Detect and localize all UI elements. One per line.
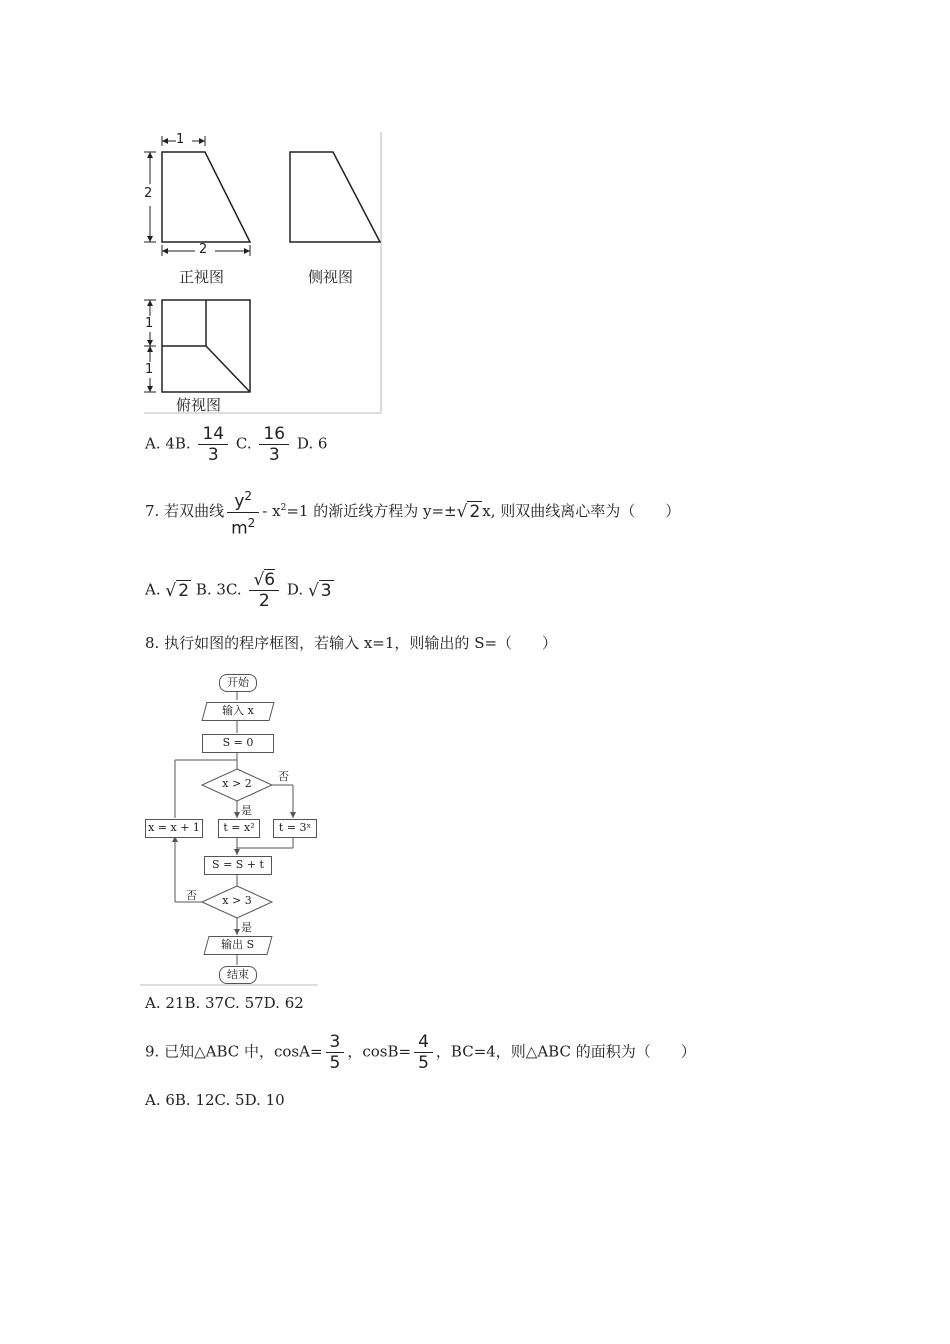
- flow-t-square: t = x²: [218, 819, 260, 838]
- flow-cond1: x > 2: [222, 777, 252, 790]
- q6-option-d: D. 6: [296, 434, 328, 453]
- q7-options: A. √ 2 B. 3C. $\frac{√6}{2}$ D. √ 3: [145, 570, 332, 611]
- q6-option-ab: A. 4B.: [145, 434, 191, 453]
- q6-options: [145, 424, 327, 465]
- q8-options: A. 21B. 37C. 57D. 62: [145, 994, 304, 1012]
- top-dim-1: 1: [145, 316, 154, 331]
- three-view-figure: [140, 132, 385, 414]
- flow-no2: 否: [186, 889, 197, 902]
- q6-option-c: C.: [235, 434, 252, 453]
- q9-stem: 9. 已知△ABC 中，cosA= $\frac{3}{5}$ ，cosB= $\frac{4}{5}$ ，BC=4，则△ABC 的面积为（ ）: [145, 1032, 696, 1073]
- flow-end: 结束: [219, 966, 257, 984]
- flow-input: 输入 x: [201, 702, 274, 721]
- q7-option-c-fraction: $\frac{√6}{2}$: [249, 570, 279, 611]
- front-view-label: 正视图: [179, 268, 225, 286]
- side-view-shape: [290, 152, 380, 242]
- top-view-label: 俯视图: [176, 396, 222, 414]
- front-dim-top: 1: [176, 132, 185, 147]
- q7-option-a-sqrt: √ 2: [165, 580, 190, 601]
- flow-increment: x = x + 1: [145, 819, 203, 838]
- top-dim-2: 1: [145, 362, 154, 377]
- flow-yes2: 是: [241, 921, 252, 934]
- flow-cond2: x > 3: [222, 894, 252, 907]
- flow-accumulate: S = S + t: [204, 856, 272, 875]
- q7-stem: 7. 若双曲线 $\frac{y^2}{m^2}$ - $x^2=1$ 的渐近线方程为 y=±√ 2 x, 则双曲线离心率为（ ）: [145, 486, 680, 538]
- front-dim-left: 2: [144, 186, 153, 201]
- flow-start: 开始: [219, 674, 257, 692]
- q6-option-c-fraction: $\frac{16}{3}$: [259, 424, 289, 465]
- flowchart: [140, 668, 320, 986]
- flow-no1: 否: [278, 770, 289, 783]
- flow-init: S = 0: [202, 734, 274, 753]
- flow-yes1: 是: [241, 804, 252, 817]
- q7-option-d-sqrt: √ 3: [307, 580, 332, 601]
- q8-stem: 8. 执行如图的程序框图，若输入 x=1，则输出的 S=（ ）: [145, 634, 558, 652]
- flow-output: 输出 S: [203, 936, 272, 955]
- side-view-label: 侧视图: [308, 268, 354, 286]
- q7-sqrt: √ 2: [456, 502, 481, 523]
- q9-options: A. 6B. 12C. 5D. 10: [145, 1091, 285, 1109]
- front-view-shape: [162, 152, 250, 242]
- q9-cosB-fraction: $\frac{4}{5}$: [414, 1032, 433, 1073]
- q9-cosA-fraction: $\frac{3}{5}$: [326, 1032, 345, 1073]
- q6-option-b-fraction: $\frac{14}{3}$: [198, 424, 228, 465]
- front-dim-bottom: 2: [199, 242, 208, 257]
- q7-fraction: $\frac{y^2}{m^2}$: [227, 486, 259, 538]
- flow-t-power: t = 3ˣ: [273, 819, 317, 838]
